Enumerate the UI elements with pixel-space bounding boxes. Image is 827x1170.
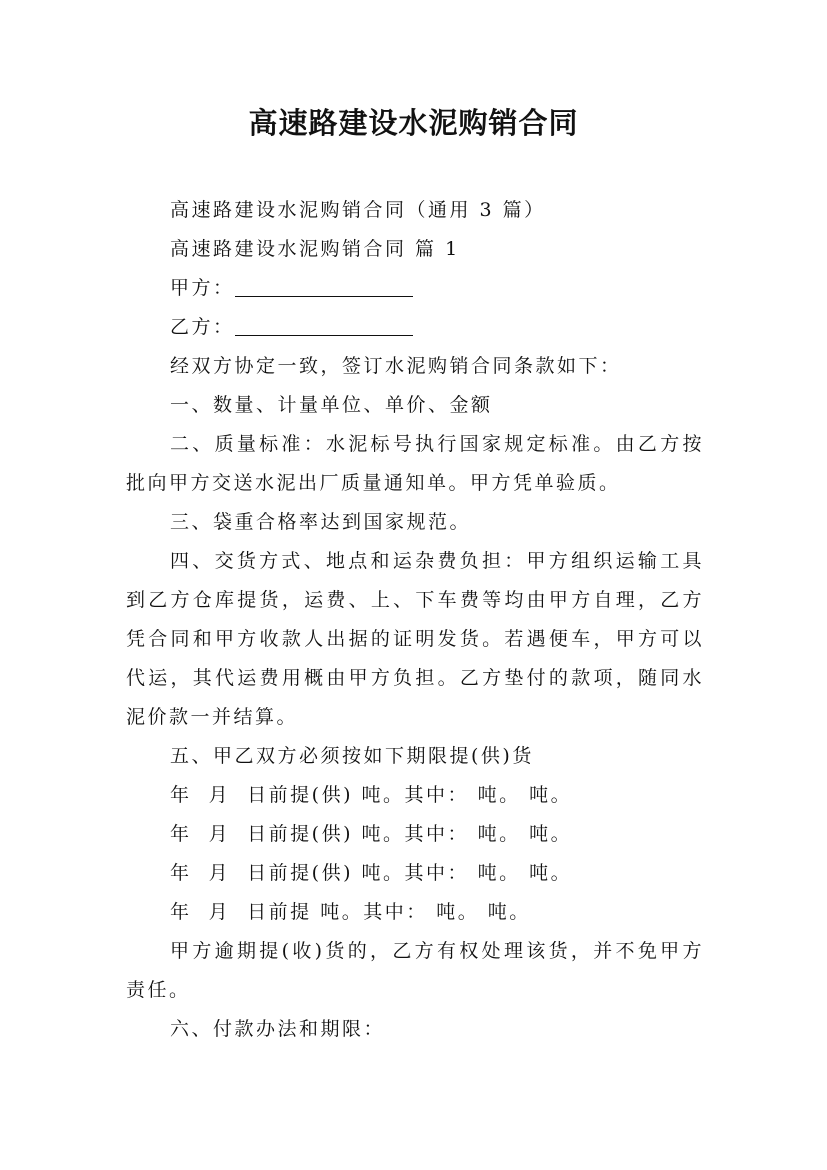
paragraph-clause-4: 四、交货方式、地点和运杂费负担：甲方组织运输工具到乙方仓库提货，运费、上、下车费等均由甲方自理，乙方凭合同和甲方收款人出据的证明发货。若遇便车，甲方可以代运，其代运费用概由甲方负担。乙方垫付的款项，随同水泥价款一并结算。 — [126, 550, 704, 728]
paragraph-section-heading: 高速路建设水泥购销合同 篇 1 — [170, 238, 460, 260]
paragraph-clause-6: 六、付款办法和期限： — [170, 1018, 386, 1040]
party-a-label: 甲方： — [170, 277, 235, 299]
document-body — [126, 191, 704, 1049]
paragraph-overdue: 甲方逾期提(收)货的，乙方有权处理该货，并不免甲方责任。 — [126, 940, 704, 1001]
paragraph-intro: 经双方协定一致，签订水泥购销合同条款如下： — [170, 355, 622, 377]
party-b-line — [126, 308, 704, 347]
paragraph-clause-2: 二、质量标准：水泥标号执行国家规定标准。由乙方按批向甲方交送水泥出厂质量通知单。甲方凭单验质。 — [126, 433, 704, 494]
party-b-blank — [235, 315, 413, 336]
paragraph-subtitle: 高速路建设水泥购销合同（通用 3 篇） — [170, 199, 546, 221]
delivery-line-4: 年 月 日前提 吨。其中： 吨。 吨。 — [170, 901, 531, 923]
party-a-line — [126, 269, 704, 308]
document-title: 高速路建设水泥购销合同 — [248, 106, 579, 140]
party-a-blank — [235, 276, 413, 297]
delivery-line-3: 年 月 日前提(供) 吨。其中： 吨。 吨。 — [170, 862, 573, 884]
delivery-line-2: 年 月 日前提(供) 吨。其中： 吨。 吨。 — [170, 823, 573, 845]
delivery-line-1: 年 月 日前提(供) 吨。其中： 吨。 吨。 — [170, 784, 573, 806]
party-b-label: 乙方： — [170, 316, 235, 338]
paragraph-clause-1: 一、数量、计量单位、单价、金额 — [170, 394, 493, 416]
paragraph-clause-5: 五、甲乙双方必须按如下期限提(供)货 — [170, 745, 534, 767]
paragraph-clause-3: 三、袋重合格率达到国家规范。 — [170, 511, 472, 533]
